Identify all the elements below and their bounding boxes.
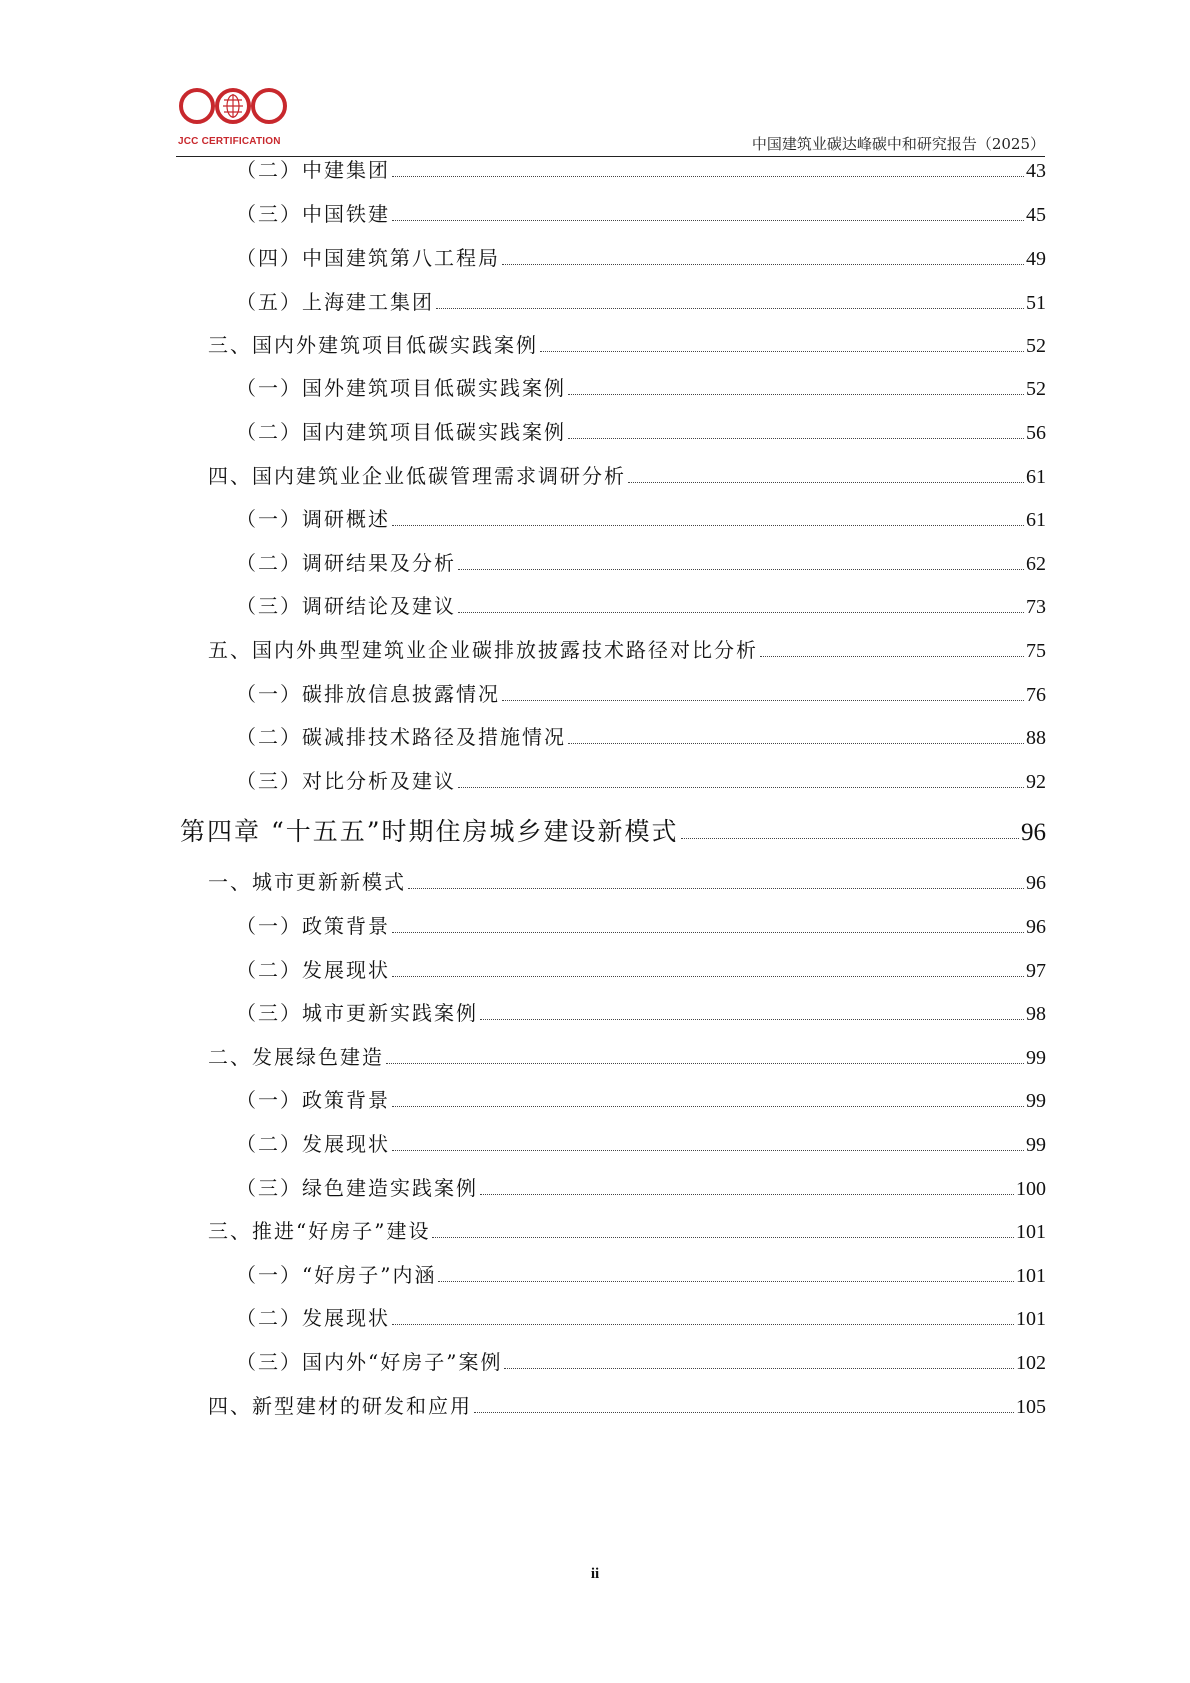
toc-row[interactable] (180, 1128, 1046, 1157)
toc-leader-dots (392, 176, 1024, 177)
toc-title: 第四章 “十五五”时期住房城乡建设新模式 (180, 817, 679, 846)
toc-page-number: 61 (1026, 466, 1046, 488)
toc-page-number: 102 (1016, 1352, 1046, 1374)
report-title: 中国建筑业碳达峰碳中和研究报告（2025） (751, 135, 1045, 153)
toc-title: （一）政策背景 (236, 1088, 390, 1112)
toc-leader-dots (392, 932, 1024, 933)
toc-page-number: 92 (1026, 771, 1046, 793)
toc-leader-dots (458, 612, 1024, 613)
toc-title: 二、发展绿色建造 (208, 1045, 384, 1069)
toc-row[interactable] (180, 954, 1046, 983)
toc-leader-dots (480, 1019, 1024, 1020)
toc-leader-dots (408, 888, 1024, 889)
toc-row[interactable] (180, 1259, 1046, 1288)
toc-leader-dots (436, 308, 1024, 309)
toc-title: 三、国内外建筑项目低碳实践案例 (208, 333, 538, 357)
toc-title: （二）发展现状 (236, 1306, 390, 1330)
toc-page-number: 101 (1016, 1265, 1046, 1287)
toc-title: 一、城市更新新模式 (208, 870, 406, 894)
toc-title: （三）对比分析及建议 (236, 769, 456, 793)
toc-page-number: 61 (1026, 509, 1046, 531)
toc-page-number: 98 (1026, 1003, 1046, 1025)
toc-page-number: 43 (1026, 160, 1046, 182)
toc-row[interactable] (180, 910, 1046, 939)
toc-row[interactable] (180, 765, 1046, 794)
toc-title: （二）发展现状 (236, 958, 390, 982)
toc-page-number: 96 (1021, 819, 1046, 846)
toc-row[interactable] (180, 242, 1046, 271)
toc-title: （五）上海建工集团 (236, 290, 434, 314)
toc-leader-dots (432, 1237, 1014, 1238)
toc-row[interactable] (180, 866, 1046, 895)
toc-title: （二）发展现状 (236, 1132, 390, 1156)
toc-row[interactable] (180, 1346, 1046, 1375)
toc-title: 四、新型建材的研发和应用 (208, 1394, 472, 1418)
toc-row[interactable] (180, 286, 1046, 315)
toc-row[interactable] (180, 721, 1046, 750)
toc-page-number: 99 (1026, 1134, 1046, 1156)
toc-row[interactable] (180, 1172, 1046, 1201)
toc-page-number: 52 (1026, 335, 1046, 357)
toc-page-number: 51 (1026, 292, 1046, 314)
toc-title: （一）“好房子”内涵 (236, 1263, 437, 1287)
toc-leader-dots (502, 264, 1024, 265)
toc-title: （四）中国建筑第八工程局 (236, 246, 500, 270)
toc-leader-dots (568, 394, 1024, 395)
toc-row[interactable] (180, 1302, 1046, 1331)
toc-leader-dots (504, 1368, 1014, 1369)
toc-title: 三、推进“好房子”建设 (208, 1219, 431, 1243)
toc-title: （三）中国铁建 (236, 202, 390, 226)
toc-leader-dots (568, 743, 1024, 744)
toc-row[interactable] (180, 460, 1046, 489)
toc-page-number: 96 (1026, 872, 1046, 894)
toc-title: （三）城市更新实践案例 (236, 1001, 478, 1025)
toc-page-number: 76 (1026, 684, 1046, 706)
toc-leader-dots (392, 525, 1024, 526)
toc-leader-dots (392, 1324, 1014, 1325)
toc-page-number: 73 (1026, 596, 1046, 618)
toc-row[interactable] (180, 416, 1046, 445)
toc-page-number: 52 (1026, 378, 1046, 400)
toc-leader-dots (474, 1412, 1014, 1413)
toc-leader-dots (628, 482, 1024, 483)
toc-title: 四、国内建筑业企业低碳管理需求调研分析 (208, 464, 626, 488)
toc-page-number: 96 (1026, 916, 1046, 938)
toc-row[interactable] (180, 1390, 1046, 1419)
toc-row[interactable] (180, 590, 1046, 619)
toc-page-number: 101 (1016, 1221, 1046, 1243)
toc-leader-dots (392, 220, 1024, 221)
toc-row[interactable] (180, 503, 1046, 532)
toc-leader-dots (392, 1106, 1024, 1107)
toc-row[interactable] (180, 1041, 1046, 1070)
toc-row[interactable] (180, 198, 1046, 227)
toc-title: 五、国内外典型建筑业企业碳排放披露技术路径对比分析 (208, 638, 758, 662)
toc-page-number: 99 (1026, 1047, 1046, 1069)
toc-page-number: 62 (1026, 553, 1046, 575)
toc-row[interactable] (180, 329, 1046, 358)
toc-row[interactable] (180, 372, 1046, 401)
toc-row[interactable] (180, 154, 1046, 183)
toc-row[interactable] (180, 997, 1046, 1026)
toc-leader-dots (458, 787, 1024, 788)
toc-page-number: 56 (1026, 422, 1046, 444)
toc-page-number: 75 (1026, 640, 1046, 662)
toc-chapter-row[interactable] (180, 812, 1046, 848)
toc-title: （二）中建集团 (236, 158, 390, 182)
toc-page-number: 45 (1026, 204, 1046, 226)
toc-leader-dots (392, 976, 1024, 977)
toc-title: （二）国内建筑项目低碳实践案例 (236, 420, 566, 444)
toc-title: （三）国内外“好房子”案例 (236, 1350, 503, 1374)
toc-title: （二）调研结果及分析 (236, 551, 456, 575)
toc-title: （一）政策背景 (236, 914, 390, 938)
toc-title: （三）绿色建造实践案例 (236, 1176, 478, 1200)
page-number: ii (590, 1566, 600, 1582)
toc-page-number: 97 (1026, 960, 1046, 982)
toc-row[interactable] (180, 634, 1046, 663)
toc-page-number: 100 (1016, 1178, 1046, 1200)
toc-leader-dots (760, 656, 1024, 657)
toc-title: （一）调研概述 (236, 507, 390, 531)
toc-row[interactable] (180, 1084, 1046, 1113)
toc-row[interactable] (180, 1215, 1046, 1244)
toc-leader-dots (458, 569, 1024, 570)
toc-leader-dots (502, 700, 1024, 701)
toc-leader-dots (681, 838, 1019, 839)
toc-leader-dots (386, 1063, 1024, 1064)
toc-page-number: 101 (1016, 1308, 1046, 1330)
toc-page-number: 49 (1026, 248, 1046, 270)
toc-title: （一）国外建筑项目低碳实践案例 (236, 376, 566, 400)
toc-page-number: 99 (1026, 1090, 1046, 1112)
toc-leader-dots (480, 1194, 1014, 1195)
toc-leader-dots (568, 438, 1024, 439)
toc-page-number: 105 (1016, 1396, 1046, 1418)
toc-title: （三）调研结论及建议 (236, 594, 456, 618)
toc-title: （二）碳减排技术路径及措施情况 (236, 725, 566, 749)
toc-page-number: 88 (1026, 727, 1046, 749)
toc-leader-dots (438, 1281, 1014, 1282)
logo-text: JCC CERTIFICATION (178, 136, 281, 147)
toc-title: （一）碳排放信息披露情况 (236, 682, 500, 706)
toc-leader-dots (392, 1150, 1024, 1151)
toc-row[interactable] (180, 678, 1046, 707)
toc-row[interactable] (180, 547, 1046, 576)
toc-leader-dots (540, 351, 1024, 352)
